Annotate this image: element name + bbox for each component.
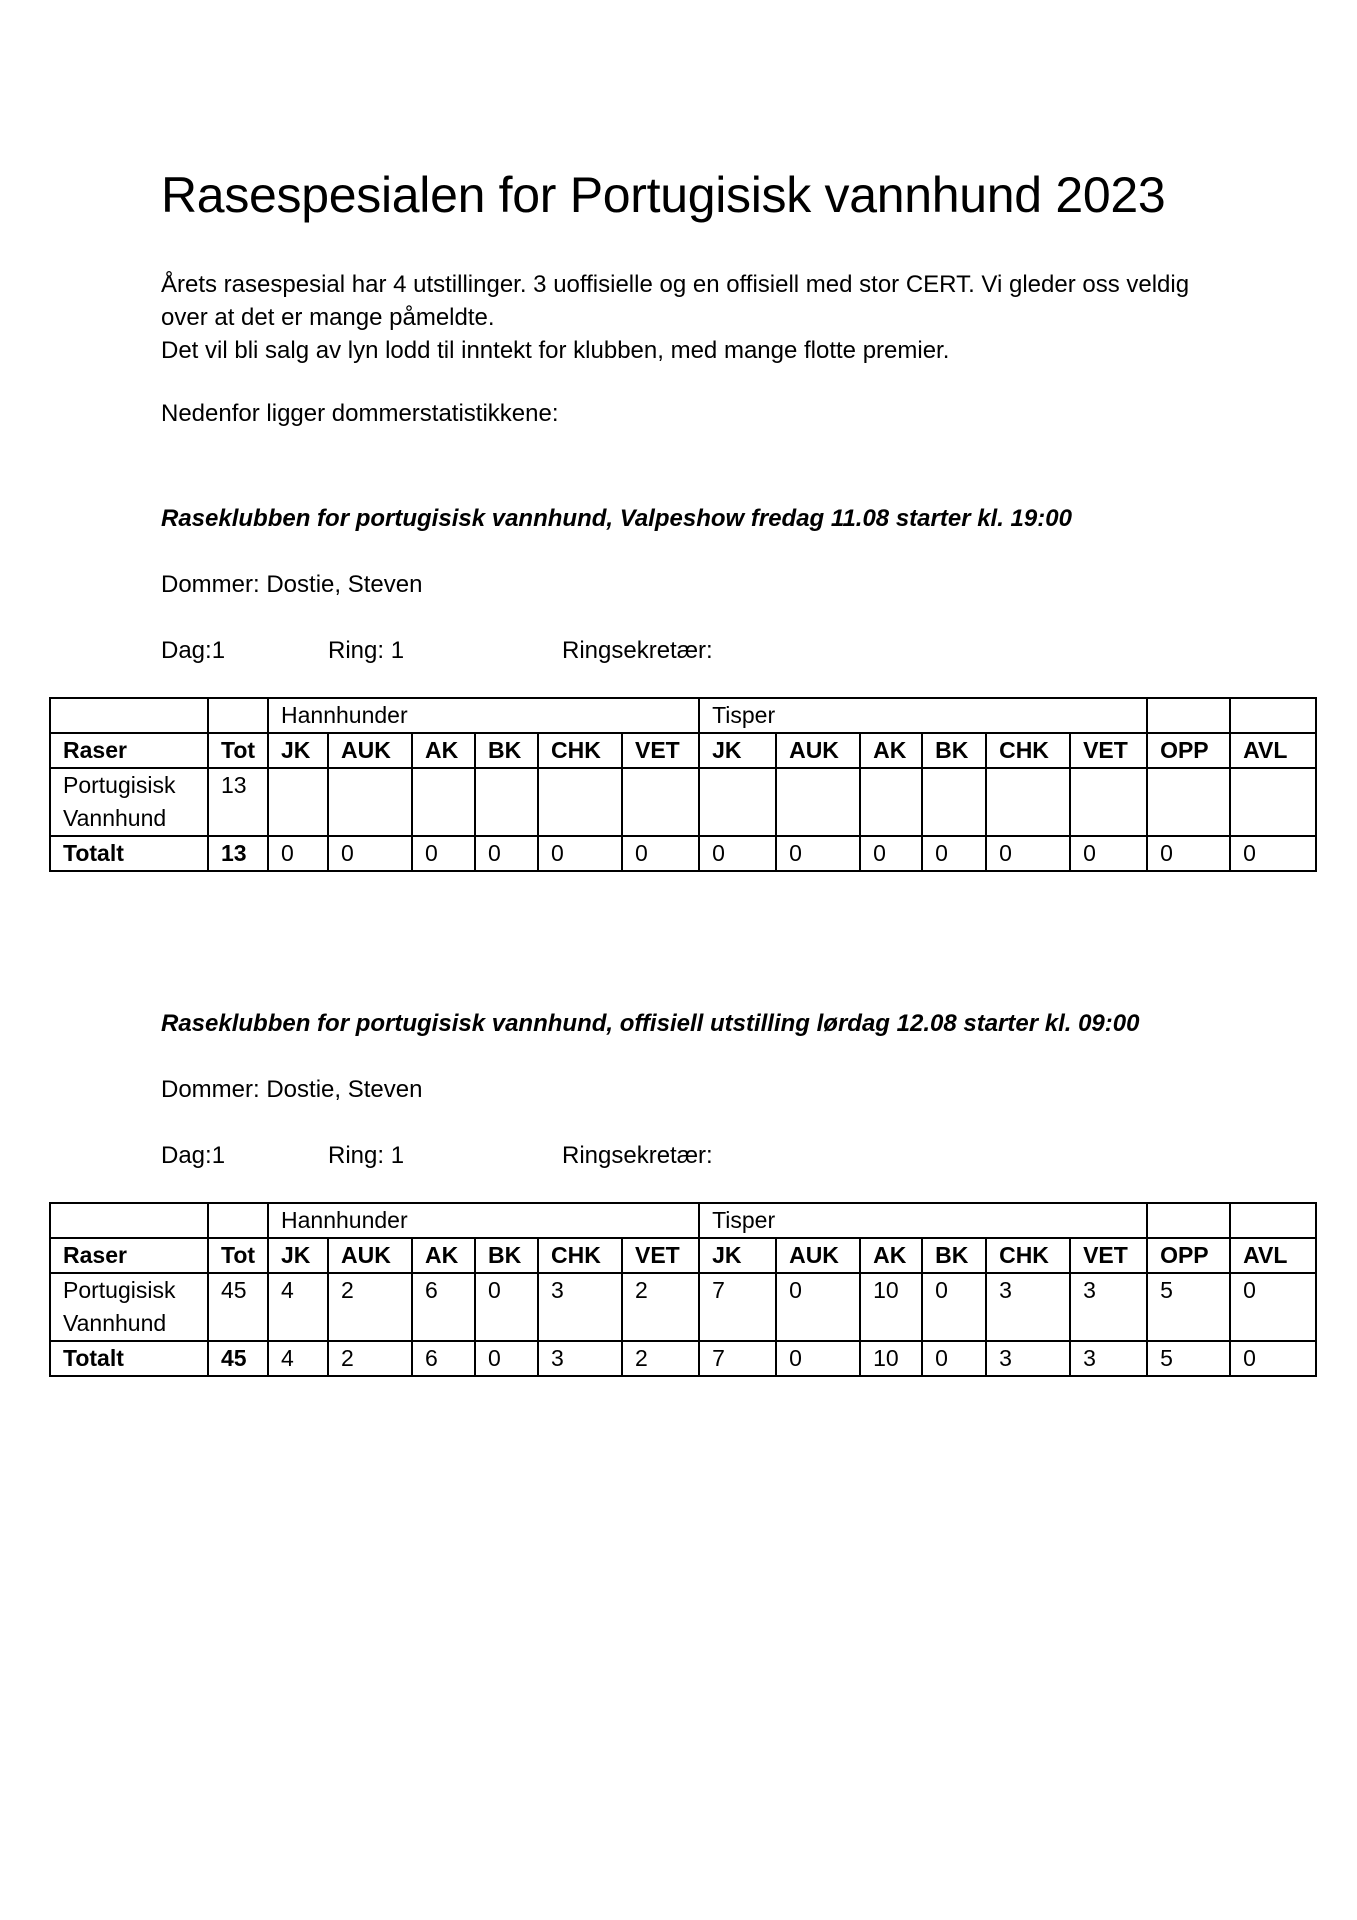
judge-statistics-table (49, 697, 1317, 872)
total-value-cell: 0 (475, 1341, 538, 1376)
breed-value-cell (776, 768, 860, 836)
column-header-row (50, 733, 1316, 768)
empty-cell (50, 698, 208, 733)
column-header: BK (922, 1238, 986, 1273)
column-header: VET (622, 1238, 699, 1273)
lead-text: Nedenfor ligger dommerstatistikkene: (161, 400, 559, 427)
group-males-header: Hannhunder (268, 698, 699, 733)
total-value-cell: 45 (208, 1341, 268, 1376)
column-header-row (50, 1238, 1316, 1273)
column-header: CHK (986, 1238, 1070, 1273)
total-value-cell: 0 (268, 836, 328, 871)
total-value-cell: 0 (922, 1341, 986, 1376)
ring-label: Ring: 1 (328, 637, 405, 664)
judge-statistics-table (49, 1202, 1317, 1377)
breed-value-cell: 10 (860, 1273, 922, 1341)
group-females-header: Tisper (699, 698, 1147, 733)
column-header: JK (699, 733, 776, 768)
breed-value-cell (922, 768, 986, 836)
column-header: AVL (1230, 733, 1316, 768)
group-header-row (50, 698, 1316, 733)
column-header: AUK (328, 733, 412, 768)
breed-value-cell: 0 (475, 1273, 538, 1341)
breed-row (50, 768, 1316, 836)
empty-cell (1147, 698, 1230, 733)
total-value-cell: 0 (1147, 836, 1230, 871)
total-row (50, 836, 1316, 871)
show-heading: Raseklubben for portugisisk vannhund, offisiell utstilling lørdag 12.08 starter kl. 09:00 (161, 1010, 1140, 1037)
total-value-cell: 6 (412, 1341, 475, 1376)
column-header: AUK (776, 733, 860, 768)
column-header: VET (1070, 733, 1147, 768)
breed-value-cell (538, 768, 622, 836)
breed-value-cell: 0 (776, 1273, 860, 1341)
empty-cell (208, 698, 268, 733)
total-value-cell: 4 (268, 1341, 328, 1376)
group-header-row (50, 1203, 1316, 1238)
column-header: AK (412, 733, 475, 768)
day-label: Dag:1 (161, 1142, 226, 1169)
column-header: OPP (1147, 733, 1230, 768)
breed-value-cell: 3 (538, 1273, 622, 1341)
total-value-cell: 0 (328, 836, 412, 871)
judge-line: Dommer: Dostie, Steven (161, 571, 423, 598)
breed-value-cell: 3 (986, 1273, 1070, 1341)
column-header: VET (622, 733, 699, 768)
column-header: AUK (776, 1238, 860, 1273)
breed-value-cell (412, 768, 475, 836)
column-header: BK (922, 733, 986, 768)
column-header: Raser (50, 733, 208, 768)
column-header: Tot (208, 1238, 268, 1273)
total-value-cell: 0 (699, 836, 776, 871)
total-value-cell: 0 (776, 1341, 860, 1376)
column-header: JK (699, 1238, 776, 1273)
total-value-cell: 0 (860, 836, 922, 871)
empty-cell (1230, 698, 1316, 733)
column-header: BK (475, 733, 538, 768)
breed-value-cell: 2 (622, 1273, 699, 1341)
breed-value-cell: 13 (208, 768, 268, 836)
empty-cell (208, 1203, 268, 1238)
total-value-cell: 0 (1070, 836, 1147, 871)
column-header: BK (475, 1238, 538, 1273)
column-header: AVL (1230, 1238, 1316, 1273)
column-header: Tot (208, 733, 268, 768)
intro-paragraph: Årets rasespesial har 4 utstillinger. 3 uoffisielle og en offisiell med stor CERT. Vi gleder oss veldig over at det er mange påmeldte. (161, 271, 1190, 331)
total-value-cell: 0 (922, 836, 986, 871)
breed-value-cell (860, 768, 922, 836)
total-value-cell: 2 (328, 1341, 412, 1376)
breed-value-cell (986, 768, 1070, 836)
total-value-cell: 10 (860, 1341, 922, 1376)
column-header: JK (268, 733, 328, 768)
total-label: Totalt (50, 836, 208, 871)
breed-value-cell: 4 (268, 1273, 328, 1341)
total-value-cell: 0 (622, 836, 699, 871)
column-header: AK (860, 733, 922, 768)
intro-text (161, 268, 1221, 367)
ring-secretary-label: Ringsekretær: (562, 1142, 713, 1169)
total-value-cell: 3 (538, 1341, 622, 1376)
total-value-cell: 3 (1070, 1341, 1147, 1376)
group-males-header: Hannhunder (268, 1203, 699, 1238)
empty-cell (50, 1203, 208, 1238)
breed-value-cell: 0 (922, 1273, 986, 1341)
column-header: JK (268, 1238, 328, 1273)
breed-value-cell: 0 (1230, 1273, 1316, 1341)
breed-value-cell (328, 768, 412, 836)
total-value-cell: 0 (538, 836, 622, 871)
total-value-cell: 0 (776, 836, 860, 871)
breed-value-cell: 2 (328, 1273, 412, 1341)
total-value-cell: 5 (1147, 1341, 1230, 1376)
total-value-cell: 0 (412, 836, 475, 871)
breed-value-cell (1070, 768, 1147, 836)
breed-value-cell: 7 (699, 1273, 776, 1341)
breed-value-cell (622, 768, 699, 836)
breed-value-cell (1230, 768, 1316, 836)
total-row (50, 1341, 1316, 1376)
total-value-cell: 0 (1230, 836, 1316, 871)
column-header: VET (1070, 1238, 1147, 1273)
breed-value-cell (1147, 768, 1230, 836)
breed-value-cell (268, 768, 328, 836)
intro-paragraph: Det vil bli salg av lyn lodd til inntekt for klubben, med mange flotte premier. (161, 337, 950, 364)
breed-value-cell (475, 768, 538, 836)
group-females-header: Tisper (699, 1203, 1147, 1238)
column-header: CHK (986, 733, 1070, 768)
total-value-cell: 2 (622, 1341, 699, 1376)
page-title: Rasespesialen for Portugisisk vannhund 2023 (161, 167, 1166, 223)
show-heading: Raseklubben for portugisisk vannhund, Valpeshow fredag 11.08 starter kl. 19:00 (161, 505, 1072, 532)
empty-cell (1230, 1203, 1316, 1238)
column-header: AUK (328, 1238, 412, 1273)
empty-cell (1147, 1203, 1230, 1238)
breed-value-cell (699, 768, 776, 836)
ring-label: Ring: 1 (328, 1142, 405, 1169)
total-value-cell: 0 (1230, 1341, 1316, 1376)
total-value-cell: 0 (475, 836, 538, 871)
column-header: AK (860, 1238, 922, 1273)
breed-value-cell: 45 (208, 1273, 268, 1341)
total-value-cell: 0 (986, 836, 1070, 871)
breed-value-cell: 3 (1070, 1273, 1147, 1341)
column-header: CHK (538, 733, 622, 768)
breed-value-cell: 5 (1147, 1273, 1230, 1341)
column-header: AK (412, 1238, 475, 1273)
day-label: Dag:1 (161, 637, 226, 664)
breed-name: Portugisisk Vannhund (50, 768, 208, 836)
ring-secretary-label: Ringsekretær: (562, 637, 713, 664)
judge-line: Dommer: Dostie, Steven (161, 1076, 423, 1103)
total-value-cell: 13 (208, 836, 268, 871)
column-header: Raser (50, 1238, 208, 1273)
breed-row (50, 1273, 1316, 1341)
total-label: Totalt (50, 1341, 208, 1376)
breed-name: Portugisisk Vannhund (50, 1273, 208, 1341)
total-value-cell: 3 (986, 1341, 1070, 1376)
column-header: OPP (1147, 1238, 1230, 1273)
column-header: CHK (538, 1238, 622, 1273)
total-value-cell: 7 (699, 1341, 776, 1376)
breed-value-cell: 6 (412, 1273, 475, 1341)
